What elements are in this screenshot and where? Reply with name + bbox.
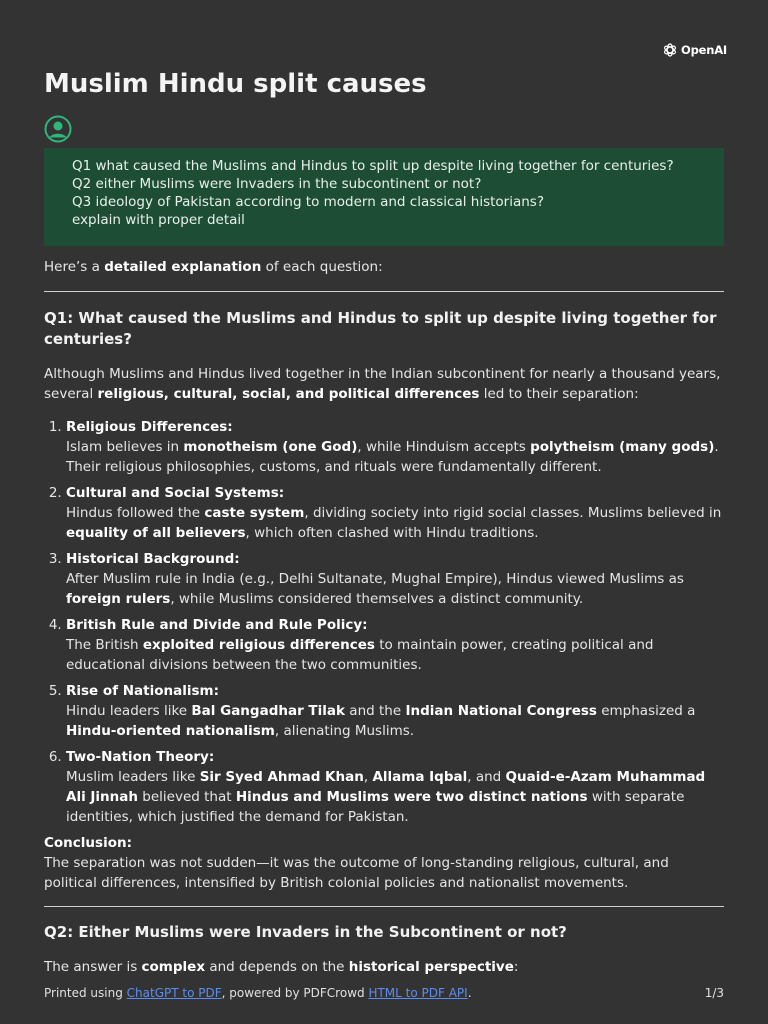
footer-text: Printed using <box>44 986 127 1000</box>
list-item-bold: Hindus and Muslims were two distinct nations <box>235 789 588 805</box>
list-item-bold: Hindu-oriented nationalism <box>66 723 275 739</box>
prompt-line: Q3 ideology of Pakistan according to modern and classical historians? <box>72 194 545 210</box>
list-item-text: Islam believes in <box>66 439 184 455</box>
conclusion-label: Conclusion: <box>44 835 132 851</box>
chatgpt-to-pdf-link[interactable]: ChatGPT to PDF <box>126 986 222 1000</box>
list-item-text: , dividing society into rigid social classes. Muslims believed in <box>304 505 722 521</box>
list-item-bold: Indian National Congress <box>405 703 597 719</box>
list-item-text: Muslim leaders like <box>66 769 200 785</box>
q1-intro-bold: religious, cultural, social, and political differences <box>97 386 480 402</box>
html-to-pdf-api-link[interactable]: HTML to PDF API <box>368 986 468 1000</box>
q1-intro-text: led to their separation: <box>479 386 639 402</box>
q2-text: The answer is <box>44 959 142 975</box>
list-item-text: to maintain power, creating political and educational divisions between the two communities. <box>66 637 654 673</box>
footer-text: . <box>467 986 472 1000</box>
list-item-bold: equality of all believers <box>66 525 246 541</box>
list-item-text: , while Hinduism accepts <box>357 439 531 455</box>
list-item-text: , <box>363 769 373 785</box>
list-item-title: Rise of Nationalism: <box>66 683 220 699</box>
list-item-title: Historical Background: <box>66 551 240 567</box>
intro-paragraph <box>44 257 724 277</box>
list-item-title: British Rule and Divide and Rule Policy: <box>66 617 368 633</box>
q2-intro-paragraph <box>44 957 724 977</box>
list-item-text: The British <box>66 637 143 653</box>
intro-text: Here’s a <box>44 259 105 275</box>
divider <box>44 291 724 292</box>
brand-name: OpenAI <box>681 43 727 57</box>
openai-brand <box>662 40 727 60</box>
q1-causes-list <box>44 417 724 827</box>
list-item <box>66 615 724 675</box>
list-item-title: Religious Differences: <box>66 419 233 435</box>
openai-logo-icon <box>662 42 678 58</box>
prompt-line: Q1 what caused the Muslims and Hindus to split up despite living together for centuries? <box>72 158 674 174</box>
q1-heading: Q1: What caused the Muslims and Hindus to split up despite living together for centuries? <box>44 309 717 348</box>
response-content <box>44 257 724 977</box>
q1-intro-text: Although Muslims and Hindus lived together in the Indian subcontinent for nearly a thousand years, several <box>44 366 721 402</box>
intro-bold: detailed explanation <box>104 259 262 275</box>
list-item-bold: Allama Iqbal <box>372 769 468 785</box>
list-item-bold: caste system <box>204 505 305 521</box>
page-number: 1/3 <box>704 986 724 1000</box>
list-item <box>66 549 724 609</box>
list-item-bold: Quaid-e-Azam Muhammad Ali Jinnah <box>66 769 706 805</box>
list-item-text: with separate identities, which justified the demand for Pakistan. <box>66 789 685 825</box>
list-item-text: , alienating Muslims. <box>274 723 415 739</box>
list-item-text: . Their religious philosophies, customs, and rituals were fundamentally different. <box>66 439 719 475</box>
q2-bold: complex <box>141 959 206 975</box>
list-item-bold: monotheism (one God) <box>183 439 358 455</box>
footer-text: , powered by PDFCrowd <box>221 986 369 1000</box>
list-item-title: Two-Nation Theory: <box>66 749 215 765</box>
q2-text: and depends on the <box>205 959 349 975</box>
intro-text: of each question: <box>261 259 383 275</box>
list-item-text: , which often clashed with Hindu traditions. <box>245 525 539 541</box>
user-prompt <box>44 148 724 246</box>
divider <box>44 906 724 907</box>
list-item <box>66 681 724 741</box>
q2-heading: Q2: Either Muslims were Invaders in the Subcontinent or not? <box>44 923 567 941</box>
list-item-bold: foreign rulers <box>66 591 171 607</box>
list-item-text: Hindus followed the <box>66 505 205 521</box>
footer-credit <box>44 985 472 1001</box>
list-item-text: After Muslim rule in India (e.g., Delhi Sultanate, Mughal Empire), Hindus viewed Muslims as <box>66 571 684 587</box>
q1-intro-paragraph <box>44 364 724 404</box>
list-item-bold: Sir Syed Ahmad Khan <box>199 769 364 785</box>
user-avatar-icon <box>44 115 72 143</box>
page-title: Muslim Hindu split causes <box>44 69 427 99</box>
list-item-text: Hindu leaders like <box>66 703 192 719</box>
conclusion-text: The separation was not sudden—it was the outcome of long-standing religious, cultural, and political differences, intensified by British colonial policies and nationalist movements. <box>44 855 669 891</box>
q2-bold: historical perspective <box>348 959 514 975</box>
list-item-text: believed that <box>138 789 236 805</box>
list-item-bold: exploited religious differences <box>142 637 375 653</box>
print-footer <box>44 985 724 1001</box>
q2-text: : <box>513 959 519 975</box>
list-item <box>66 483 724 543</box>
list-item-text: emphasized a <box>596 703 696 719</box>
list-item-text: and the <box>345 703 406 719</box>
list-item-text: , and <box>467 769 506 785</box>
list-item <box>66 417 724 477</box>
prompt-line: explain with proper detail <box>72 212 245 228</box>
list-item-text: , while Muslims considered themselves a distinct community. <box>170 591 584 607</box>
conclusion <box>44 833 724 893</box>
prompt-line: Q2 either Muslims were Invaders in the subcontinent or not? <box>72 176 482 192</box>
list-item-bold: Bal Gangadhar Tilak <box>191 703 345 719</box>
list-item-bold: polytheism (many gods) <box>530 439 715 455</box>
list-item-title: Cultural and Social Systems: <box>66 485 285 501</box>
list-item <box>66 747 724 827</box>
